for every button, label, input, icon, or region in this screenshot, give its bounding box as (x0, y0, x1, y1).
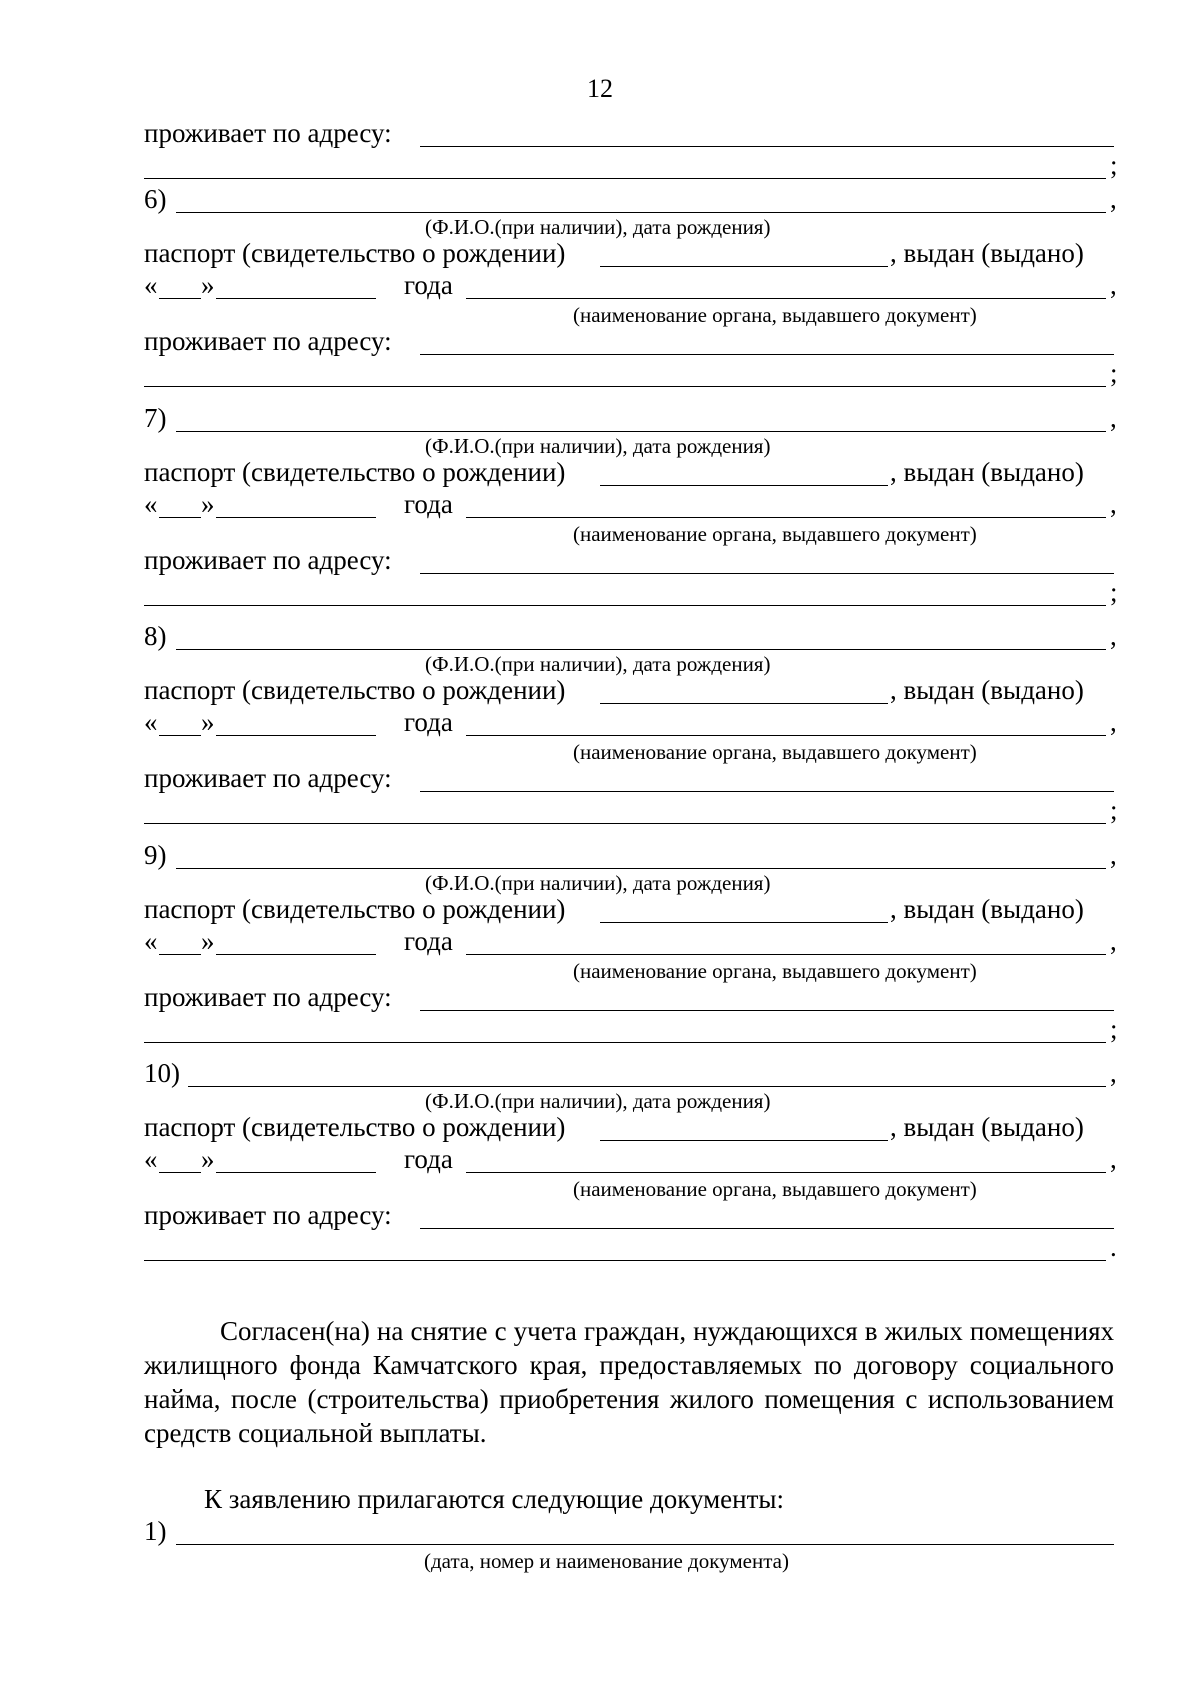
org-comma: , (1110, 488, 1117, 519)
month-line[interactable] (216, 735, 376, 736)
fio-comma: , (1110, 184, 1117, 214)
org-caption: (наименование органа, выдавшего документ) (573, 958, 977, 983)
org-caption: (наименование органа, выдавшего документ) (573, 303, 977, 327)
attachment-number: 1) (144, 1516, 167, 1546)
date-org-row (144, 707, 1117, 739)
passport-label: паспорт (свидетельство о рождении) (144, 675, 566, 705)
fio-line[interactable] (176, 649, 1106, 650)
day-line[interactable] (159, 1172, 201, 1173)
address-row (144, 982, 1114, 1014)
address-row-2 (144, 358, 1118, 390)
org-comma: , (1110, 707, 1117, 737)
fio-row (144, 1058, 1117, 1090)
fio-line[interactable] (188, 1086, 1106, 1087)
month-line[interactable] (216, 517, 376, 518)
address-row (144, 1200, 1114, 1232)
fio-row (144, 839, 1117, 872)
passport-row (144, 894, 1114, 926)
date-org-row (144, 1144, 1117, 1176)
address-line[interactable] (420, 573, 1114, 574)
date-org-row (144, 270, 1117, 302)
address-label: проживает по адресу: (144, 981, 392, 1012)
quote-close: » (201, 488, 215, 519)
address-line-2[interactable] (144, 1042, 1106, 1043)
issued-label: , выдан (выдано) (890, 893, 1084, 924)
person-block-2 (144, 621, 1118, 841)
row-end-mark: ; (1110, 358, 1118, 388)
fio-row (144, 402, 1117, 435)
quote-close: » (201, 1144, 215, 1174)
fio-caption: (Ф.И.О.(при наличии), дата рождения) (425, 433, 771, 458)
passport-number-line[interactable] (600, 485, 888, 486)
year-label: года (404, 488, 453, 519)
passport-number-line[interactable] (600, 703, 888, 704)
org-caption: (наименование органа, выдавшего документ) (573, 1177, 977, 1201)
address-label: проживает по адресу: (144, 763, 392, 793)
fio-line[interactable] (176, 212, 1106, 213)
attachments-title: К заявлению прилагаются следующие документы: (204, 1484, 785, 1514)
issued-label: , выдан (выдано) (890, 238, 1084, 268)
person-number: 7) (144, 402, 167, 433)
address-label: проживает по адресу: (144, 1200, 392, 1230)
address-line[interactable] (420, 354, 1114, 355)
person-number: 10) (144, 1058, 180, 1088)
person-block-1 (144, 402, 1118, 623)
month-line[interactable] (216, 1172, 376, 1173)
passport-row (144, 238, 1114, 270)
address-line-2[interactable] (144, 178, 1106, 179)
top-address-row-2 (144, 150, 1118, 182)
issued-label: , выдан (выдано) (890, 456, 1084, 487)
attachment-line[interactable] (176, 1544, 1114, 1545)
fio-line[interactable] (176, 868, 1106, 869)
passport-number-line[interactable] (600, 1140, 888, 1141)
passport-row (144, 457, 1114, 489)
month-line[interactable] (216, 298, 376, 299)
address-line-2[interactable] (144, 823, 1106, 824)
issuing-authority-line[interactable] (466, 298, 1106, 299)
fio-comma: , (1110, 621, 1117, 651)
fio-caption: (Ф.И.О.(при наличии), дата рождения) (425, 870, 771, 895)
month-line[interactable] (216, 954, 376, 955)
passport-label: паспорт (свидетельство о рождении) (144, 456, 566, 487)
person-number: 8) (144, 621, 167, 651)
address-row (144, 545, 1114, 577)
year-label: года (404, 925, 453, 956)
passport-label: паспорт (свидетельство о рождении) (144, 238, 566, 268)
fio-comma: , (1110, 402, 1117, 433)
address-line-2[interactable] (144, 605, 1106, 606)
address-label: проживает по адресу: (144, 326, 392, 356)
quote-close: » (201, 270, 215, 300)
person-block-0 (144, 184, 1118, 404)
person-block-4 (144, 1058, 1117, 1278)
row-end-mark: ; (1110, 795, 1118, 825)
org-caption: (наименование органа, выдавшего документ) (573, 521, 977, 546)
quote-close: » (201, 925, 215, 956)
row-end-mark: ; (1110, 150, 1118, 180)
top-address-row (144, 118, 1114, 150)
fio-line[interactable] (176, 431, 1106, 432)
passport-row (144, 1112, 1114, 1144)
issuing-authority-line[interactable] (466, 954, 1106, 955)
fio-caption: (Ф.И.О.(при наличии), дата рождения) (425, 652, 771, 676)
address-row-2 (144, 1232, 1117, 1264)
address-row (144, 326, 1114, 358)
fio-comma: , (1110, 1058, 1117, 1088)
org-comma: , (1110, 270, 1117, 300)
attachment-row (144, 1516, 1114, 1548)
date-org-row (144, 925, 1117, 958)
address-line[interactable] (420, 1010, 1114, 1011)
quote-open: « (144, 488, 158, 519)
quote-open: « (144, 1144, 158, 1174)
org-caption: (наименование органа, выдавшего документ) (573, 740, 977, 764)
fio-comma: , (1110, 839, 1117, 870)
row-end-mark: ; (1110, 1013, 1118, 1044)
passport-number-line[interactable] (600, 266, 888, 267)
org-comma: , (1110, 925, 1117, 956)
address-line[interactable] (420, 791, 1114, 792)
passport-row (144, 675, 1114, 707)
person-block-3 (144, 839, 1118, 1060)
address-line-2[interactable] (144, 386, 1106, 387)
attachment-caption: (дата, номер и наименование документа) (424, 1549, 789, 1573)
quote-open: « (144, 270, 158, 300)
day-line[interactable] (159, 517, 201, 518)
day-line[interactable] (159, 735, 201, 736)
org-comma: , (1110, 1144, 1117, 1174)
passport-number-line[interactable] (600, 922, 888, 923)
day-line[interactable] (159, 954, 201, 955)
fio-caption: (Ф.И.О.(при наличии), дата рождения) (425, 1089, 771, 1113)
consent-paragraph (144, 1314, 1114, 1450)
address-row-2 (144, 1013, 1118, 1046)
consent-text: Согласен(на) на снятие с учета граждан, нуждающихся в жилых помещениях жилищного фонда Камчатского края, предоставляемых по договору социального найма, после (строительства) приобретения жилого помещения с использованием средств социальной выплаты. (144, 1316, 1114, 1448)
issuing-authority-line[interactable] (466, 1172, 1106, 1173)
issuing-authority-line[interactable] (466, 517, 1106, 518)
address-line[interactable] (420, 146, 1114, 147)
passport-label: паспорт (свидетельство о рождении) (144, 1112, 566, 1142)
issuing-authority-line[interactable] (466, 735, 1106, 736)
fio-caption: (Ф.И.О.(при наличии), дата рождения) (425, 215, 771, 239)
fio-row (144, 621, 1117, 653)
address-row (144, 763, 1114, 795)
address-label: проживает по адресу: (144, 118, 392, 148)
person-number: 6) (144, 184, 167, 214)
passport-label: паспорт (свидетельство о рождении) (144, 893, 566, 924)
page-number: 12 (587, 74, 613, 103)
person-number: 9) (144, 839, 167, 870)
year-label: года (404, 1144, 453, 1174)
address-row-2 (144, 576, 1118, 609)
quote-close: » (201, 707, 215, 737)
issued-label: , выдан (выдано) (890, 1112, 1084, 1142)
year-label: года (404, 270, 453, 300)
address-label: проживает по адресу: (144, 544, 392, 575)
row-end-mark: . (1110, 1232, 1117, 1262)
address-row-2 (144, 795, 1118, 827)
address-line-2[interactable] (144, 1260, 1106, 1261)
fio-row (144, 184, 1117, 216)
row-end-mark: ; (1110, 576, 1118, 607)
date-org-row (144, 488, 1117, 521)
quote-open: « (144, 925, 158, 956)
address-line[interactable] (420, 1228, 1114, 1229)
quote-open: « (144, 707, 158, 737)
year-label: года (404, 707, 453, 737)
issued-label: , выдан (выдано) (890, 675, 1084, 705)
day-line[interactable] (159, 298, 201, 299)
